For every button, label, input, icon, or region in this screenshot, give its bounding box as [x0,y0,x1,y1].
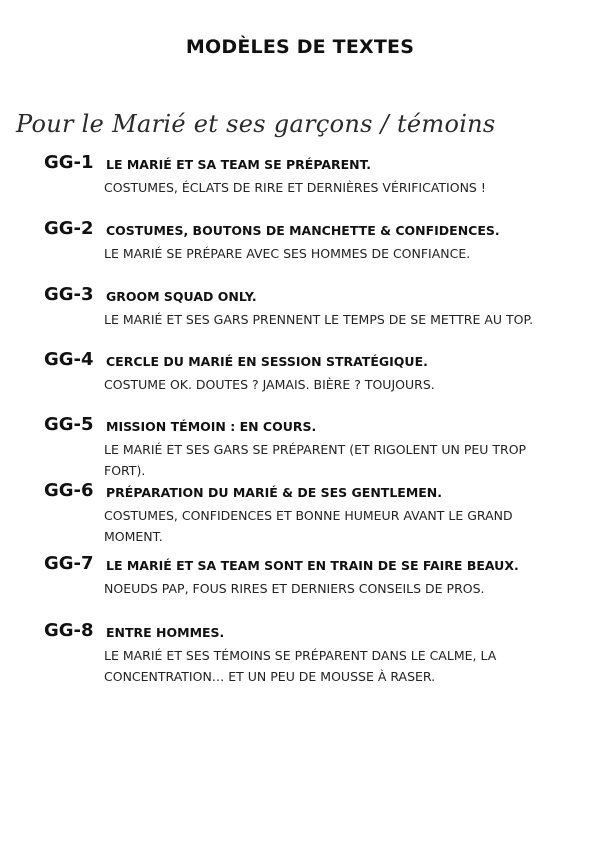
entry-code: GG-5 [44,414,94,435]
entry-body: LE MARIÉ ET SES GARS PRENNENT LE TEMPS DE SE METTRE AU TOP. [104,312,534,327]
entry-body: COSTUME OK. DOUTES ? JAMAIS. BIÈRE ? TOUJOURS. [104,377,435,392]
entry-body: COSTUMES, CONFIDENCES ET BONNE HUMEUR AVANT LE GRAND MOMENT. [104,508,513,544]
page-title: MODÈLES DE TEXTES [185,36,415,58]
entry-code: GG-6 [44,480,94,501]
entry-heading: COSTUMES, BOUTONS DE MANCHETTE & CONFIDENCES. [106,223,500,238]
entry-code: GG-4 [44,349,94,370]
entry-code: GG-2 [44,218,94,239]
entry-heading: LE MARIÉ ET SA TEAM SONT EN TRAIN DE SE FAIRE BEAUX. [106,558,519,573]
entry-code: GG-1 [44,152,94,173]
entry-body: COSTUMES, ÉCLATS DE RIRE ET DERNIÈRES VÉRIFICATIONS ! [104,180,486,195]
entry-body: NOEUDS PAP, FOUS RIRES ET DERNIERS CONSEILS DE PROS. [104,581,485,596]
entry-heading: CERCLE DU MARIÉ EN SESSION STRATÉGIQUE. [106,354,428,369]
entry-body: LE MARIÉ SE PRÉPARE AVEC SES HOMMES DE CONFIANCE. [104,246,471,261]
entry-code: GG-3 [44,284,94,305]
entry-heading: PRÉPARATION DU MARIÉ & DE SES GENTLEMEN. [106,485,443,500]
entry-heading: LE MARIÉ ET SA TEAM SE PRÉPARENT. [106,157,372,172]
entry-code: GG-8 [44,620,94,641]
section-title: Pour le Marié et ses garçons / témoins [16,110,496,138]
entry-heading: MISSION TÉMOIN : EN COURS. [106,419,317,434]
entry-heading: ENTRE HOMMES. [106,625,225,640]
entry-heading: GROOM SQUAD ONLY. [106,289,257,304]
entry-code: GG-7 [44,553,94,574]
entry-body: LE MARIÉ ET SES GARS SE PRÉPARENT (ET RIGOLENT UN PEU TROP FORT). [104,442,527,478]
entry-body: LE MARIÉ ET SES TÉMOINS SE PRÉPARENT DANS LE CALME, LA CONCENTRATION… ET UN PEU DE MOUSSE À RASER. [104,648,497,684]
